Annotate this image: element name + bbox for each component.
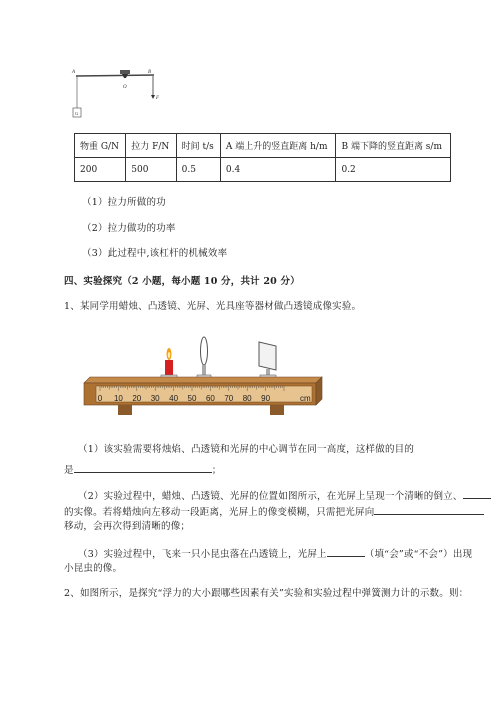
label-o: O xyxy=(123,85,127,90)
section-title: 四、实验探究（2 小题，每小题 10 分，共计 20 分） xyxy=(64,276,300,287)
table-cell: 500 xyxy=(126,158,176,182)
table-cell: 200 xyxy=(75,158,126,182)
q1-part1-line2 xyxy=(64,462,221,478)
table-header-cell: 时间 t/s xyxy=(176,134,220,158)
q1-part2-line3: 移动，会再次得到清晰的像； xyxy=(64,521,191,532)
ruler-label: 70 xyxy=(224,394,234,403)
data-table xyxy=(74,133,451,182)
ruler-label: 40 xyxy=(169,394,179,403)
ruler-unit: cm xyxy=(300,394,311,403)
q1-part3-prefix: （3）实验过程中，飞来一只小昆虫落在凸透镜上，光屏上 xyxy=(78,549,327,560)
label-b: B xyxy=(148,70,152,75)
optical-bench-diagram xyxy=(78,334,330,428)
table-header-cell: 物重 G/N xyxy=(75,134,126,158)
answer-blank-4[interactable] xyxy=(327,546,365,557)
ruler-label: 30 xyxy=(150,394,160,403)
table-header-cell: 拉力 F/N xyxy=(126,134,176,158)
q1-part1-line1: （1）该实验需要将烛焰、凸透镜和光屏的中心调节在同一高度，这样做的目的 xyxy=(78,444,415,455)
table-row xyxy=(75,158,451,182)
ruler-label: 20 xyxy=(132,394,142,403)
label-a: A xyxy=(72,70,76,75)
ruler-label: 80 xyxy=(242,394,252,403)
ruler-label: 90 xyxy=(261,394,271,403)
answer-blank-1[interactable] xyxy=(74,462,212,473)
q1-part1-suffix: ； xyxy=(211,465,222,476)
light-screen xyxy=(259,342,276,377)
ruler-label: 60 xyxy=(205,394,215,403)
lever-bar xyxy=(76,75,154,76)
label-g: G xyxy=(75,111,79,116)
q1-part3-line1 xyxy=(78,546,472,562)
q1-part2-text2: 的实像。若将蜡烛向左移动一段距离，光屏上的像变模糊，只需把光屏向 xyxy=(64,507,375,518)
label-f: F xyxy=(156,96,160,101)
ruler-label: 0 xyxy=(97,394,103,403)
q1-part2-text1: （2）实验过程中，蜡烛、凸透镜、光屏的位置如图所示，在光屏上呈现一个清晰的倒立、 xyxy=(78,491,463,502)
fulcrum-top xyxy=(120,70,130,74)
convex-lens xyxy=(201,337,208,379)
table-cell: 0.5 xyxy=(176,158,220,182)
table-header-row xyxy=(75,134,451,158)
table-header-cell: A 端上升的竖直距离 h/m xyxy=(220,134,336,158)
q1-part3-suffix: （填“会”或“不会”）出现 xyxy=(364,549,473,560)
candle xyxy=(165,348,173,378)
sub-question-1: （1）拉力所做的功 xyxy=(82,197,166,208)
ruler-label: 10 xyxy=(113,394,123,403)
sub-question-2: （2）拉力做功的功率 xyxy=(82,223,176,234)
sub-question-3: （3）此过程中,该杠杆的机械效率 xyxy=(82,248,228,259)
table-header-cell: B 端下降的竖直距离 s/m xyxy=(336,134,451,158)
q1-part2-line2 xyxy=(64,504,484,520)
table-cell: 0.4 xyxy=(220,158,336,182)
q1-part3-line2: 小昆虫的像。 xyxy=(64,563,123,574)
q1-part1-prefix: 是 xyxy=(64,465,74,476)
q1-part2-line1 xyxy=(78,488,491,504)
answer-blank-2[interactable] xyxy=(463,488,491,499)
question-2-stem: 2、如图所示，是探究“浮力的大小跟哪些因素有关”实验和实验过程中弹簧测力计的示数。则： xyxy=(64,588,469,599)
lever-diagram xyxy=(60,64,170,122)
answer-blank-3[interactable] xyxy=(374,504,484,515)
question-1-stem: 1、某同学用蜡烛、凸透镜、光屏、光具座等器材做凸透镜成像实验。 xyxy=(64,301,362,312)
table-cell: 0.2 xyxy=(336,158,451,182)
ruler-label: 50 xyxy=(187,394,197,403)
